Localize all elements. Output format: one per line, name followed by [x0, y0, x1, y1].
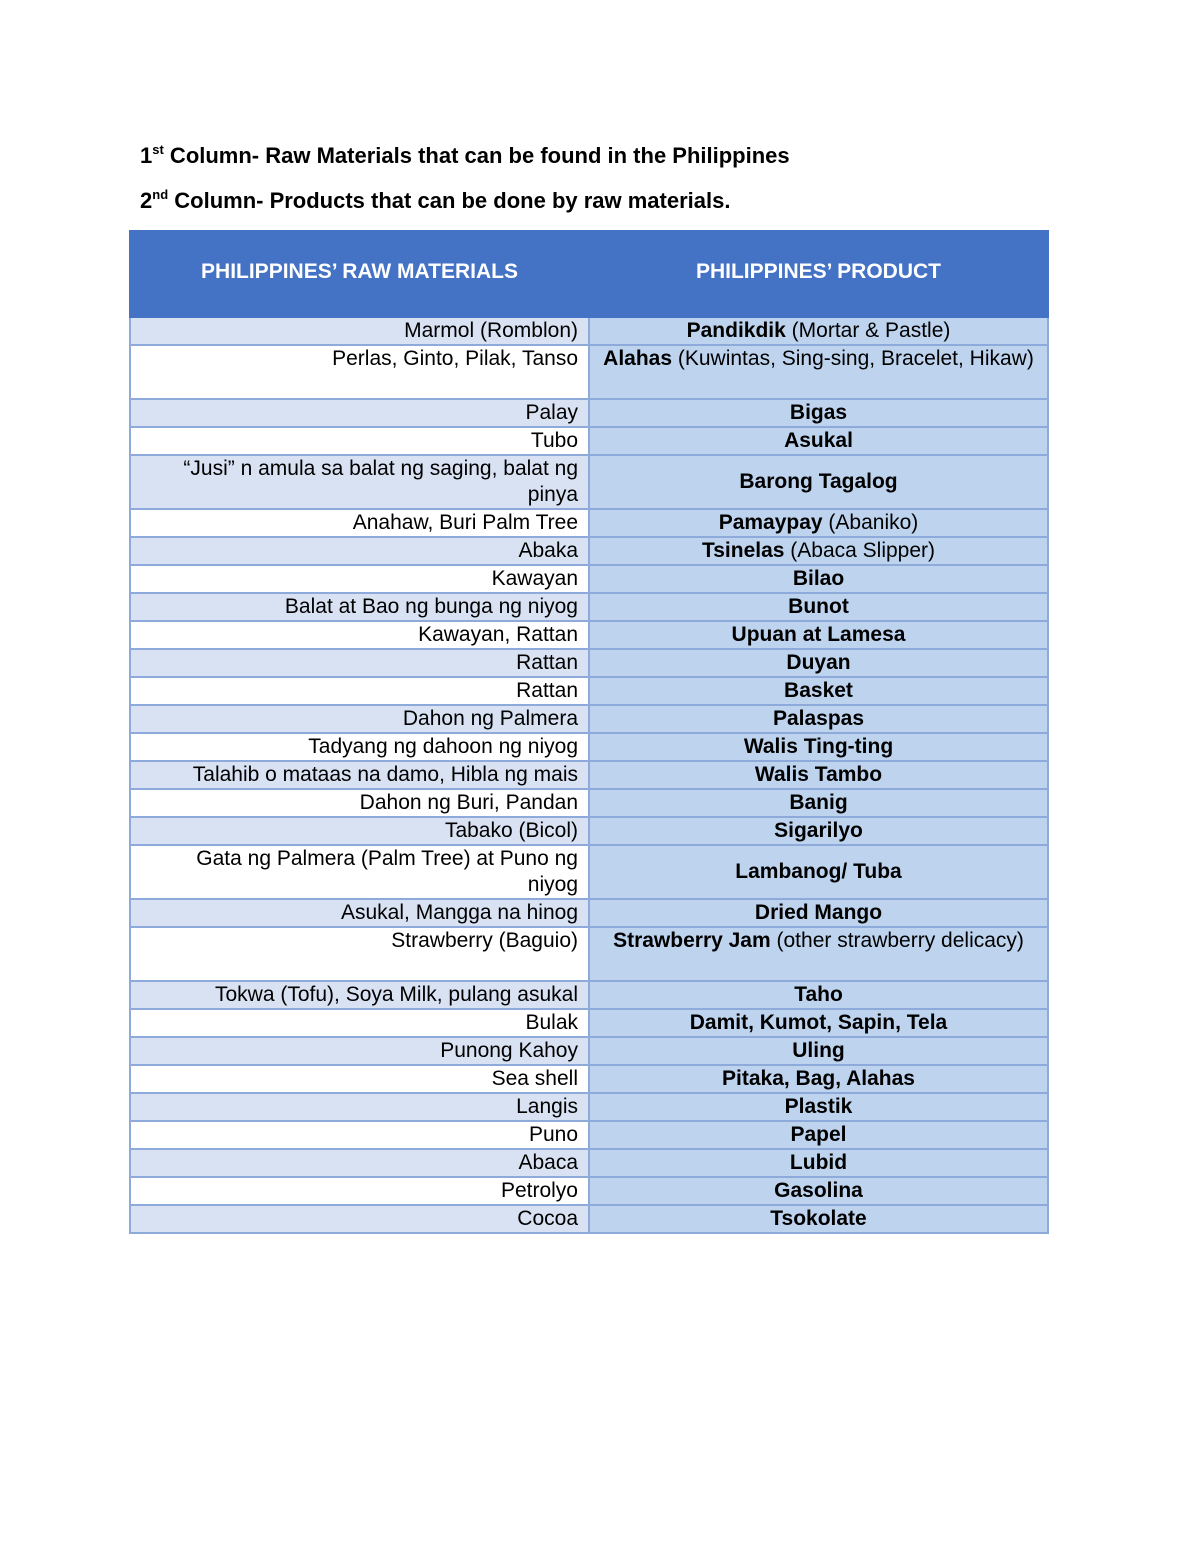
- product-name: Alahas: [603, 347, 673, 370]
- material-cell: Langis: [130, 1093, 589, 1121]
- material-cell: Puno: [130, 1121, 589, 1149]
- material-cell: Dahon ng Buri, Pandan: [130, 789, 589, 817]
- material-cell: “Jusi” n amula sa balat ng saging, balat ng pinya: [130, 455, 589, 509]
- product-name: Bigas: [789, 401, 848, 424]
- product-name: Papel: [790, 1123, 847, 1146]
- table-row: [130, 1121, 1048, 1149]
- material-cell: Marmol (Romblon): [130, 317, 589, 345]
- table-row: [130, 593, 1048, 621]
- product-note: (Abaniko): [822, 511, 919, 534]
- material-cell: Rattan: [130, 649, 589, 677]
- product-note: (Mortar & Pastle): [785, 319, 951, 342]
- product-cell: [589, 981, 1048, 1009]
- product-cell: [589, 565, 1048, 593]
- product-cell: [589, 927, 1048, 981]
- product-cell: [589, 761, 1048, 789]
- product-name: Strawberry Jam: [613, 929, 771, 952]
- material-cell: Tokwa (Tofu), Soya Milk, pulang asukal: [130, 981, 589, 1009]
- product-cell: [589, 1205, 1048, 1233]
- product-cell: [589, 1149, 1048, 1177]
- product-cell: [589, 427, 1048, 455]
- table-row: [130, 927, 1048, 981]
- table-row: [130, 1177, 1048, 1205]
- product-cell: [589, 677, 1048, 705]
- product-name: Pandikdik: [686, 319, 786, 342]
- table-row: [130, 509, 1048, 537]
- product-cell: [589, 1065, 1048, 1093]
- table-row: [130, 789, 1048, 817]
- product-name: Bunot: [788, 595, 849, 618]
- product-name: Tsokolate: [770, 1207, 867, 1230]
- product-name: Duyan: [786, 651, 851, 674]
- table-row: [130, 899, 1048, 927]
- material-cell: Rattan: [130, 677, 589, 705]
- table-row: [130, 845, 1048, 899]
- material-cell: Balat at Bao ng bunga ng niyog: [130, 593, 589, 621]
- material-cell: Palay: [130, 399, 589, 427]
- material-cell: Dahon ng Palmera: [130, 705, 589, 733]
- table-row: [130, 733, 1048, 761]
- heading-second-suffix: nd: [152, 187, 169, 202]
- product-cell: [589, 455, 1048, 509]
- material-cell: Talahib o mataas na damo, Hibla ng mais: [130, 761, 589, 789]
- material-cell: Abaka: [130, 537, 589, 565]
- product-name: Upuan at Lamesa: [731, 623, 906, 646]
- heading-second-column: [140, 188, 730, 214]
- materials-products-table: [129, 230, 1049, 1234]
- table-row: [130, 317, 1048, 345]
- product-cell: [589, 317, 1048, 345]
- material-cell: Bulak: [130, 1009, 589, 1037]
- product-cell: [589, 1177, 1048, 1205]
- table-row: [130, 1009, 1048, 1037]
- heading-first-ordinal: 1: [140, 143, 153, 168]
- product-cell: [589, 593, 1048, 621]
- material-cell: Anahaw, Buri Palm Tree: [130, 509, 589, 537]
- material-cell: Sea shell: [130, 1065, 589, 1093]
- product-cell: [589, 621, 1048, 649]
- product-cell: [589, 399, 1048, 427]
- product-cell: [589, 537, 1048, 565]
- product-name: Walis Ting-ting: [743, 735, 894, 758]
- material-cell: Petrolyo: [130, 1177, 589, 1205]
- product-name: Taho: [794, 983, 843, 1006]
- material-cell: Abaca: [130, 1149, 589, 1177]
- product-name: Walis Tambo: [754, 763, 883, 786]
- material-cell: Kawayan, Rattan: [130, 621, 589, 649]
- product-cell: [589, 1093, 1048, 1121]
- table-row: [130, 1205, 1048, 1233]
- product-cell: [589, 789, 1048, 817]
- table-row: [130, 649, 1048, 677]
- material-cell: Perlas, Ginto, Pilak, Tanso: [130, 345, 589, 399]
- product-name: Lambanog/ Tuba: [735, 860, 902, 883]
- product-name: Damit, Kumot, Sapin, Tela: [689, 1011, 948, 1034]
- product-cell: [589, 345, 1048, 399]
- product-name: Dried Mango: [754, 901, 883, 924]
- product-name: Gasolina: [774, 1179, 863, 1202]
- table-row: [130, 677, 1048, 705]
- product-name: Sigarilyo: [774, 819, 863, 842]
- product-cell: [589, 705, 1048, 733]
- product-cell: [589, 845, 1048, 899]
- product-name: Palaspas: [772, 707, 865, 730]
- table-row: [130, 345, 1048, 399]
- product-cell: [589, 1009, 1048, 1037]
- table-body: [130, 317, 1048, 1233]
- material-cell: Tubo: [130, 427, 589, 455]
- product-cell: [589, 1121, 1048, 1149]
- material-cell: Cocoa: [130, 1205, 589, 1233]
- table-row: [130, 761, 1048, 789]
- product-note: (Kuwintas, Sing-sing, Bracelet, Hikaw): [672, 347, 1034, 370]
- heading-second-text: Column- Products that can be done by raw materials.: [168, 188, 731, 213]
- product-cell: [589, 509, 1048, 537]
- table-row: [130, 1065, 1048, 1093]
- table-row: [130, 537, 1048, 565]
- product-name: Uling: [792, 1039, 845, 1062]
- table-row: [130, 455, 1048, 509]
- table-row: [130, 427, 1048, 455]
- table-header-row: [130, 231, 1048, 317]
- material-cell: Kawayan: [130, 565, 589, 593]
- table-row: [130, 1037, 1048, 1065]
- product-cell: [589, 899, 1048, 927]
- table-row: [130, 705, 1048, 733]
- material-cell: Tabako (Bicol): [130, 817, 589, 845]
- material-cell: Gata ng Palmera (Palm Tree) at Puno ng niyog: [130, 845, 589, 899]
- heading-first-suffix: st: [152, 142, 164, 157]
- table-row: [130, 565, 1048, 593]
- product-name: Pitaka, Bag, Alahas: [722, 1067, 915, 1090]
- product-name: Pamaypay: [718, 511, 823, 534]
- product-note: (other strawberry delicacy): [770, 929, 1024, 952]
- product-name: Asukal: [784, 429, 853, 452]
- product-name: Lubid: [789, 1151, 848, 1174]
- header-product: PHILIPPINES’ PRODUCT: [589, 231, 1048, 317]
- table-row: [130, 1149, 1048, 1177]
- table-row: [130, 399, 1048, 427]
- table-row: [130, 621, 1048, 649]
- table-row: [130, 1093, 1048, 1121]
- product-cell: [589, 1037, 1048, 1065]
- heading-first-text: Column- Raw Materials that can be found in the Philippines: [163, 143, 790, 168]
- product-name: Basket: [784, 679, 853, 702]
- product-note: (Abaca Slipper): [784, 539, 936, 562]
- heading-second-ordinal: 2: [140, 188, 153, 213]
- product-name: Tsinelas: [701, 539, 785, 562]
- material-cell: Asukal, Mangga na hinog: [130, 899, 589, 927]
- product-cell: [589, 733, 1048, 761]
- product-name: Plastik: [784, 1095, 853, 1118]
- product-name: Bilao: [792, 567, 845, 590]
- heading-first-column: [140, 143, 790, 169]
- material-cell: Strawberry (Baguio): [130, 927, 589, 981]
- material-cell: Punong Kahoy: [130, 1037, 589, 1065]
- product-cell: [589, 649, 1048, 677]
- table-row: [130, 817, 1048, 845]
- material-cell: Tadyang ng dahoon ng niyog: [130, 733, 589, 761]
- header-raw-materials: PHILIPPINES’ RAW MATERIALS: [130, 231, 589, 317]
- table-row: [130, 981, 1048, 1009]
- product-cell: [589, 817, 1048, 845]
- product-name: Barong Tagalog: [739, 470, 898, 493]
- product-name: Banig: [789, 791, 848, 814]
